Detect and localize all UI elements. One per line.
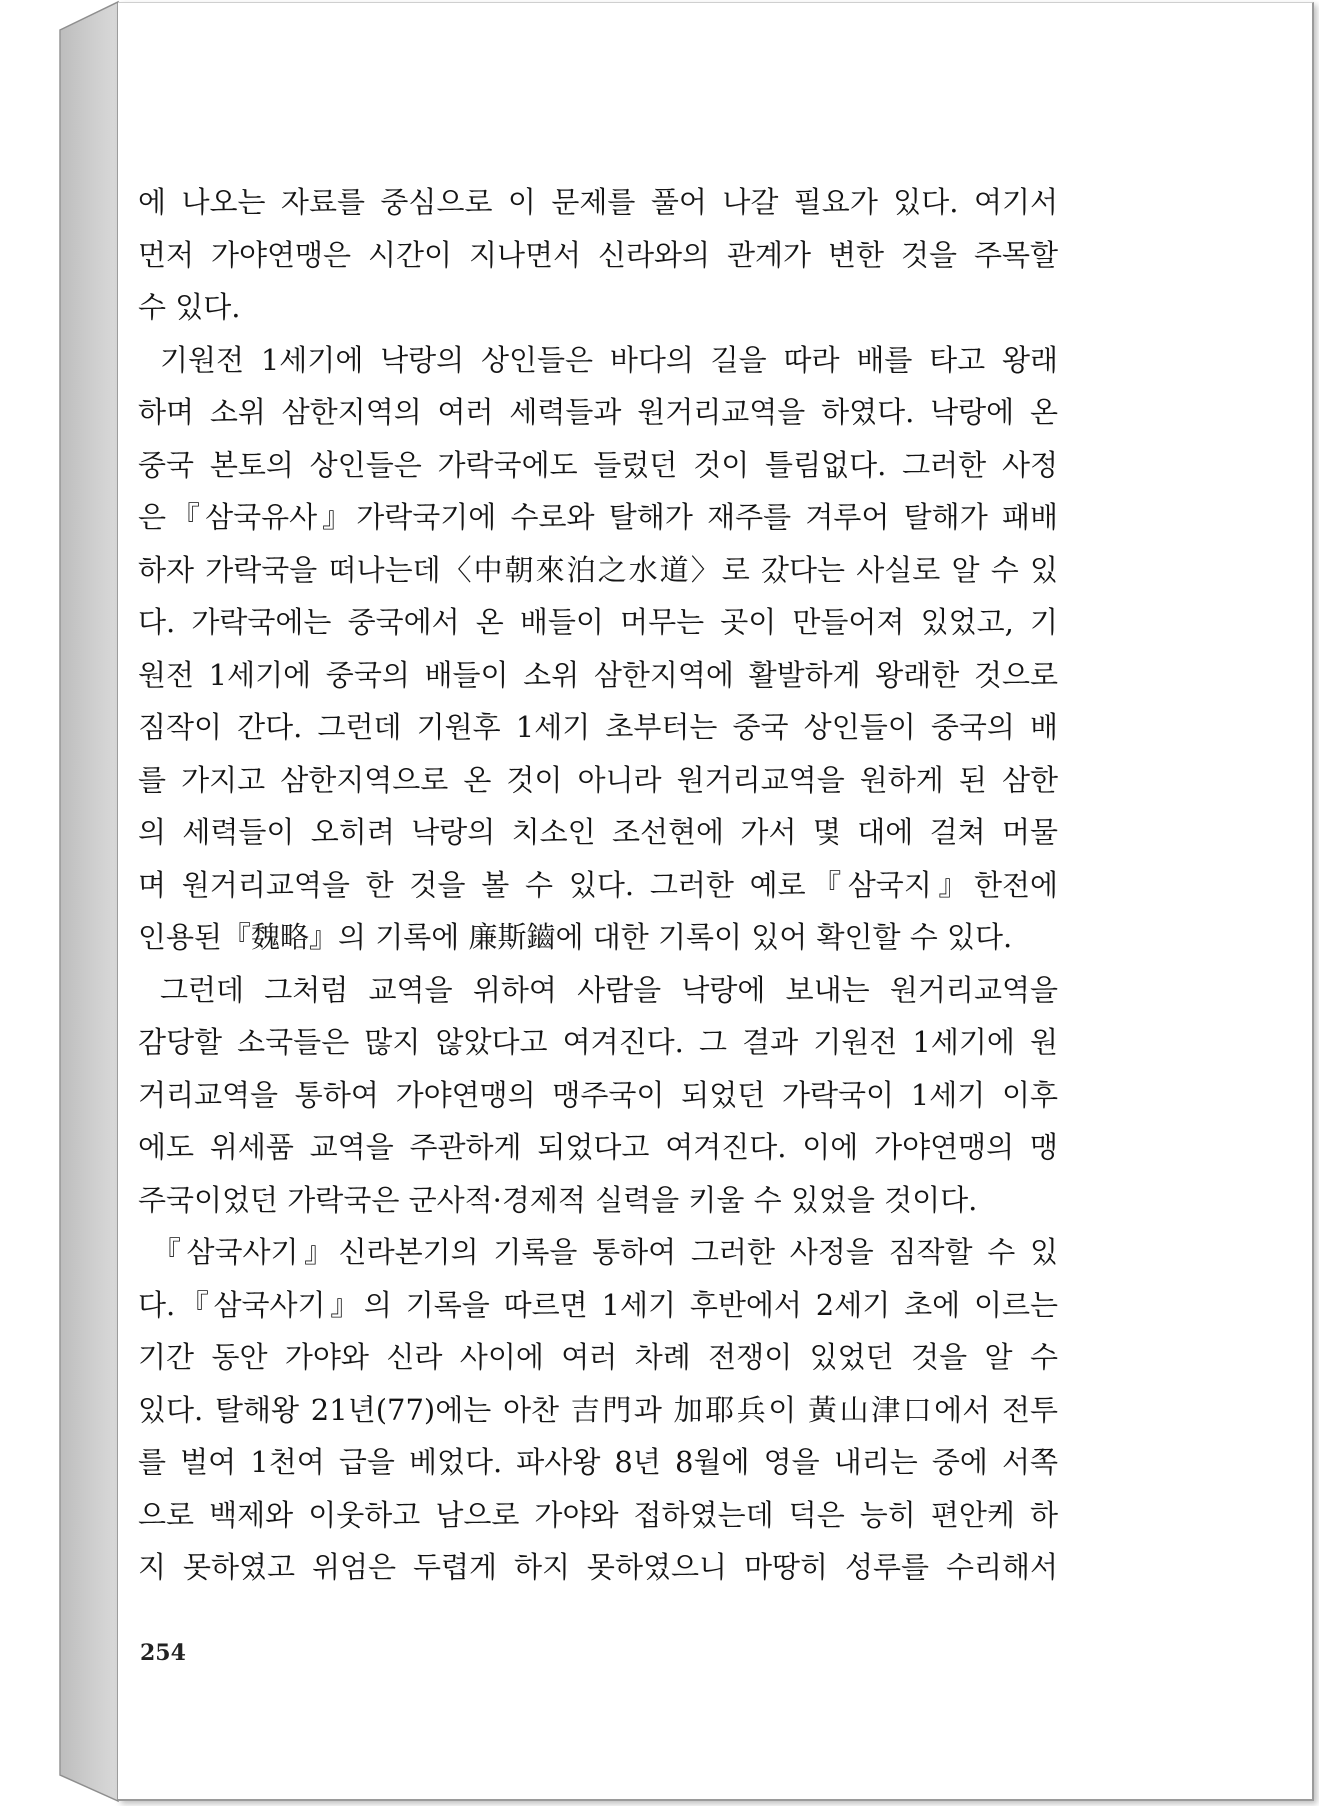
text-line: 하자 가락국을 떠나는데〈中朝來泊之水道〉로 갔다는 사실로 알 수 있 [138,552,1058,587]
text-line: 인용된『魏略』의 기록에 廉斯鑡에 대한 기록이 있어 확인할 수 있다. [138,920,1013,954]
text-line: 주국이었던 가락국은 군사적·경제적 실력을 키울 수 있었을 것이다. [138,1182,978,1217]
text-line: 기간 동안 가야와 신라 사이에 여러 차례 전쟁이 있었던 것을 알 수 [138,1340,1058,1374]
text-line: 하며 소위 삼한지역의 여러 세력들과 원거리교역을 하였다. 낙랑에 온 [138,395,1058,429]
text-line: 있다. 탈해왕 21년(77)에는 아찬 吉門과 加耶兵이 黃山津口에서 전투 [138,1392,1058,1427]
text-line: 거리교역을 통하여 가야연맹의 맹주국이 되었던 가락국이 1세기 이후 [138,1077,1058,1112]
text-line: 를 벌여 1천여 급을 베었다. 파사왕 8년 8월에 영을 내리는 중에 서쪽 [138,1445,1058,1479]
text-line: 원전 1세기에 중국의 배들이 소위 삼한지역에 활발하게 왕래한 것으로 [138,657,1058,692]
text-line: 다.『삼국사기』의 기록을 따르면 1세기 후반에서 2세기 초에 이르는 [138,1287,1058,1322]
text-line: 『삼국사기』신라본기의 기록을 통하여 그러한 사정을 짐작할 수 있 [152,1235,1058,1269]
text-line: 수 있다. [138,290,241,324]
page-number: 254 [140,1640,186,1666]
text-line: 은『삼국유사』가락국기에 수로와 탈해가 재주를 겨루어 탈해가 패배 [138,500,1058,534]
text-line: 며 원거리교역을 한 것을 볼 수 있다. 그러한 예로『삼국지』한전에 [138,867,1058,902]
text-line: 중국 본토의 상인들은 가락국에도 들렀던 것이 틀림없다. 그러한 사정 [138,447,1058,482]
text-line: 기원전 1세기에 낙랑의 상인들은 바다의 길을 따라 배를 타고 왕래 [160,342,1058,377]
text-line: 를 가지고 삼한지역으로 온 것이 아니라 원거리교역을 원하게 된 삼한 [138,762,1058,797]
body-text [138,176,1058,1594]
text-line: 다. 가락국에는 중국에서 온 배들이 머무는 곳이 만들어져 있었고, 기 [138,605,1058,639]
text-line: 짐작이 간다. 그런데 기원후 1세기 초부터는 중국 상인들이 중국의 배 [138,710,1058,744]
text-line: 으로 백제와 이웃하고 남으로 가야와 접하였는데 덕은 능히 편안케 하 [138,1497,1058,1532]
text-line: 의 세력들이 오히려 낙랑의 치소인 조선현에 가서 몇 대에 걸쳐 머물 [138,815,1058,849]
text-line: 에 나오는 자료를 중심으로 이 문제를 풀어 나갈 필요가 있다. 여기서 [138,185,1058,219]
text-line: 감당할 소국들은 많지 않았다고 여겨진다. 그 결과 기원전 1세기에 원 [138,1025,1058,1059]
text-line: 에도 위세품 교역을 주관하게 되었다고 여겨진다. 이에 가야연맹의 맹 [138,1130,1058,1164]
text-line: 지 못하였고 위엄은 두렵게 하지 못하였으니 마땅히 성루를 수리해서 [138,1550,1058,1584]
book-spine [0,0,120,1806]
text-line: 그런데 그처럼 교역을 위하여 사람을 낙랑에 보내는 원거리교역을 [160,972,1058,1007]
text-line: 먼저 가야연맹은 시간이 지나면서 신라와의 관계가 변한 것을 주목할 [138,237,1058,272]
